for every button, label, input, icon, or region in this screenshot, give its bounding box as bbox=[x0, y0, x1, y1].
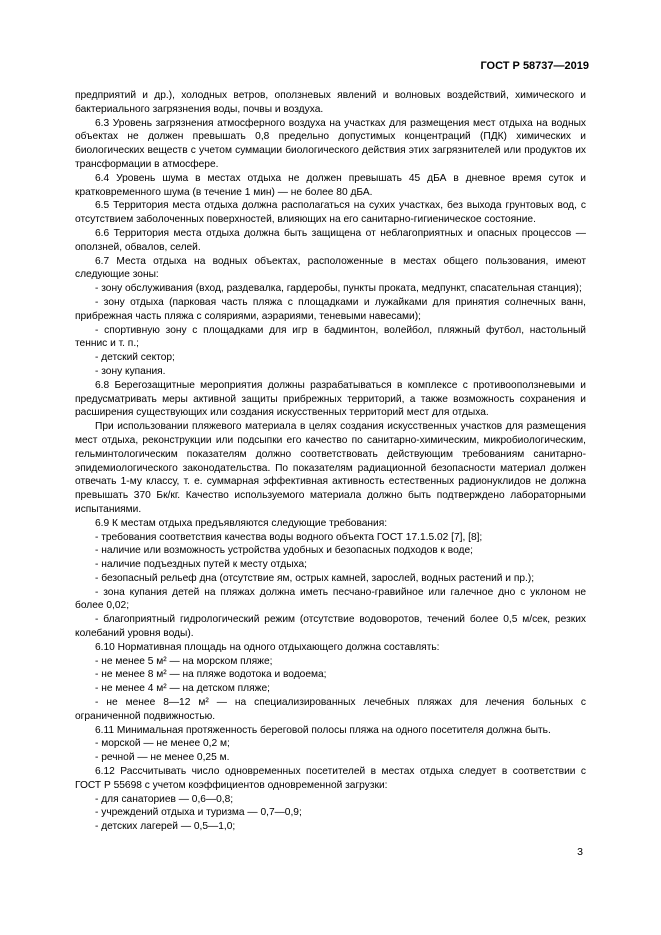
paragraph: 6.12 Рассчитывать число одновременных посетителей в местах отдыха следует в соответствии с ГОСТ Р 55698 с учетом коэффициентов одновременной загрузки: bbox=[75, 766, 586, 791]
paragraph: 6.7 Места отдыха на водных объектах, расположенные в местах общего пользования, имеют следующие зоны: bbox=[75, 255, 586, 281]
list-item: - морской — не менее 0,2 м; bbox=[95, 738, 230, 750]
list-item: - зону обслуживания (вход, раздевалка, гардеробы, пункты проката, медпункт, спасательная станция); bbox=[95, 283, 582, 295]
list-item: - учреждений отдыха и туризма — 0,7—0,9; bbox=[95, 807, 302, 819]
paragraph: предприятий и др.), холодных ветров, оползневых явлений и волновых воздействий, химического и бактериального загрязнения воды, почвы и воздуха. bbox=[75, 90, 586, 115]
paragraph: 6.10 Нормативная площадь на одного отдыхающего должна составлять: bbox=[95, 641, 440, 653]
list-item: - наличие подъездных путей к месту отдыха; bbox=[95, 559, 308, 571]
list-item: - благоприятный гидрологический режим (отсутствие водоворотов, течений более 0,5 м/сек, резких колебаний уровня воды). bbox=[75, 614, 586, 640]
list-item: - безопасный рельеф дна (отсутствие ям, острых камней, зарослей, водных растений и пр.); bbox=[95, 572, 535, 584]
paragraph: 6.11 Минимальная протяженность береговой полосы пляжа на одного посетителя должна быть. bbox=[95, 724, 551, 736]
document-header-id: ГОСТ Р 58737—2019 bbox=[480, 60, 589, 72]
list-item: - не менее 5 м² — на морском пляже; bbox=[95, 655, 273, 667]
list-item: - детский сектор; bbox=[95, 352, 175, 364]
paragraph: 6.8 Берегозащитные мероприятия должны разрабатываться в комплексе с противооползневыми и предусматривать меры активной защиты прибрежных территорий, а также возможность сохранения и расширения существующих или создания искусственных территорий мест для отдыха. bbox=[75, 379, 586, 419]
list-item: - зону купания. bbox=[95, 365, 166, 377]
list-item: - детских лагерей — 0,5—1,0; bbox=[95, 821, 236, 833]
list-item: - речной — не менее 0,25 м. bbox=[95, 752, 230, 764]
list-item: - спортивную зону с площадками для игр в бадминтон, волейбол, пляжный футбол, настольный теннис и т. п.; bbox=[75, 324, 586, 350]
list-item: - для санаториев — 0,6—0,8; bbox=[95, 793, 234, 805]
paragraph: 6.4 Уровень шума в местах отдыха не должен превышать 45 дБА в дневное время суток и кратковременного шума (в течение 1 мин) — не более 80 дБА. bbox=[75, 172, 586, 198]
list-item: - зона купания детей на пляжах должна иметь песчано-гравийное или галечное дно с уклоном не более 0,02; bbox=[75, 586, 586, 612]
page-number: 3 bbox=[577, 846, 583, 858]
list-item: - не менее 8 м² — на пляже водотока и водоема; bbox=[95, 669, 327, 681]
paragraph: При использовании пляжевого материала в целях создания искусственных участков для размещения мест отдыха, реконструкции или подсыпки его качество по санитарно-химическим, микробиологическим, гельминтологическим показателям должно соответствовать действующим требованиям санитарно-эпидемиологического законодательства. По показателям радиационной безопасности материал должен отвечать 1-му классу, т. е. суммарная эффективная активность естественных радионуклидов не должна превышать 370 Бк/кг. Качество используемого материала должно быть подтверждено лабораторными испытаниями. bbox=[75, 421, 586, 515]
document-body bbox=[75, 89, 586, 834]
list-item: - зону отдыха (парковая часть пляжа с площадками и лужайками для принятия солнечных ванн, прибрежная часть пляжа с соляриями, аэрариями, теневыми навесами); bbox=[75, 296, 586, 322]
paragraph: 6.9 К местам отдыха предъявляются следующие требования: bbox=[95, 517, 388, 529]
paragraph: 6.3 Уровень загрязнения атмосферного воздуха на участках для размещения мест отдыха на водных объектах не должен превышать 0,8 предельно допустимых концентраций (ПДК) химических и биологических веществ с учетом суммации биологического действия этих загрязнителей или продуктов их трансформации в атмосфере. bbox=[75, 117, 586, 170]
list-item: - наличие или возможность устройства удобных и безопасных подходов к воде; bbox=[95, 545, 473, 557]
list-item: - не менее 4 м² — на детском пляже; bbox=[95, 683, 270, 695]
list-item: - требования соответствия качества воды водного объекта ГОСТ 17.1.5.02 [7], [8]; bbox=[95, 531, 483, 543]
paragraph: 6.5 Территория места отдыха должна располагаться на сухих участках, без выхода грунтовых вод, с отсутствием заболоченных поверхностей, влияющих на его санитарно-гигиеническое состояние. bbox=[75, 200, 586, 226]
list-item: - не менее 8—12 м² — на специализированных лечебных пляжах для лечения больных с ограниченной подвижностью. bbox=[75, 697, 586, 722]
paragraph: 6.6 Территория места отдыха должна быть защищена от неблагоприятных и опасных процессов — оползней, обвалов, селей. bbox=[75, 227, 586, 253]
